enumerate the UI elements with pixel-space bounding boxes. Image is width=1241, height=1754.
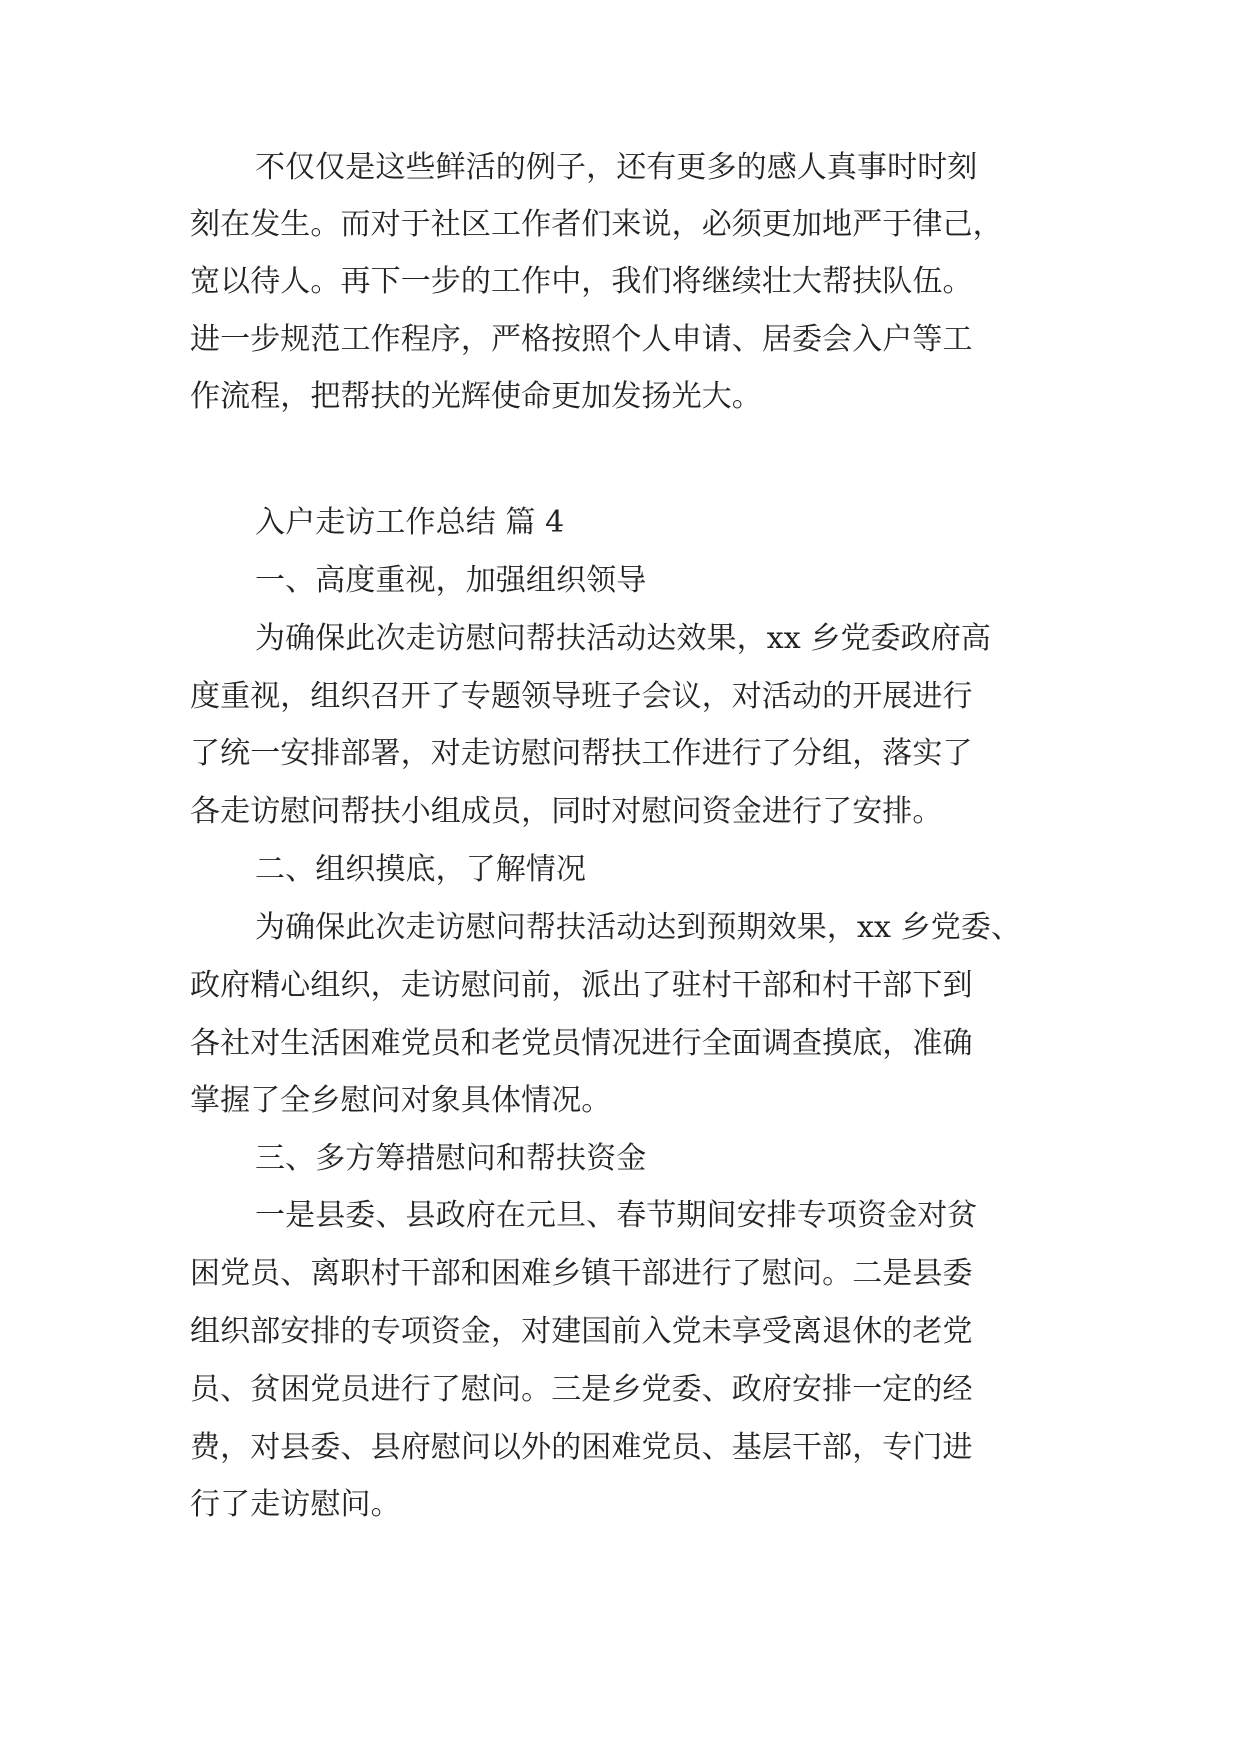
para4-line-1: 一是县委、县政府在元旦、春节期间安排专项资金对贫	[255, 1198, 978, 1233]
para1-line-5: 作流程，把帮扶的光辉使命更加发扬光大。	[190, 379, 762, 414]
heading-3: 三、多方筹措慰问和帮扶资金	[255, 1141, 647, 1176]
para4-line-3: 组织部安排的专项资金，对建国前入党未享受离退休的老党	[190, 1314, 973, 1349]
para1-line-2: 刻在发生。而对于社区工作者们来说，必须更加地严于律己，	[190, 207, 1003, 242]
para3-line-2: 政府精心组织，走访慰问前，派出了驻村干部和村干部下到	[190, 968, 973, 1003]
para1-line-3: 宽以待人。再下一步的工作中，我们将继续壮大帮扶队伍。	[190, 264, 973, 299]
para4-line-4: 员、贫困党员进行了慰问。三是乡党委、政府安排一定的经	[190, 1372, 973, 1407]
para2-line-4: 各走访慰问帮扶小组成员，同时对慰问资金进行了安排。	[190, 794, 943, 829]
heading-2: 二、组织摸底，了解情况	[255, 852, 587, 887]
para4-line-6: 行了走访慰问。	[190, 1487, 401, 1522]
para3-line-3: 各社对生活困难党员和老党员情况进行全面调查摸底，准确	[190, 1026, 973, 1061]
para4-line-2: 困党员、离职村干部和困难乡镇干部进行了慰问。二是县委	[190, 1256, 973, 1291]
para1-line-4: 进一步规范工作程序，严格按照个人申请、居委会入户等工	[190, 322, 973, 357]
para1-line-1: 不仅仅是这些鲜活的例子，还有更多的感人真事时时刻	[255, 150, 978, 185]
para2-line-3: 了统一安排部署，对走访慰问帮扶工作进行了分组，落实了	[190, 736, 973, 771]
para3-line-1: 为确保此次走访慰问帮扶活动达到预期效果，xx 乡党委、	[255, 910, 1022, 945]
para3-line-4: 掌握了全乡慰问对象具体情况。	[190, 1083, 612, 1118]
heading-1: 一、高度重视，加强组织领导	[255, 563, 647, 598]
section-title: 入户走访工作总结 篇 4	[255, 505, 565, 540]
para4-line-5: 费，对县委、县府慰问以外的困难党员、基层干部，专门进	[190, 1430, 973, 1465]
para2-line-1: 为确保此次走访慰问帮扶活动达效果，xx 乡党委政府高	[255, 621, 991, 656]
para2-line-2: 度重视，组织召开了专题领导班子会议，对活动的开展进行	[190, 679, 973, 714]
